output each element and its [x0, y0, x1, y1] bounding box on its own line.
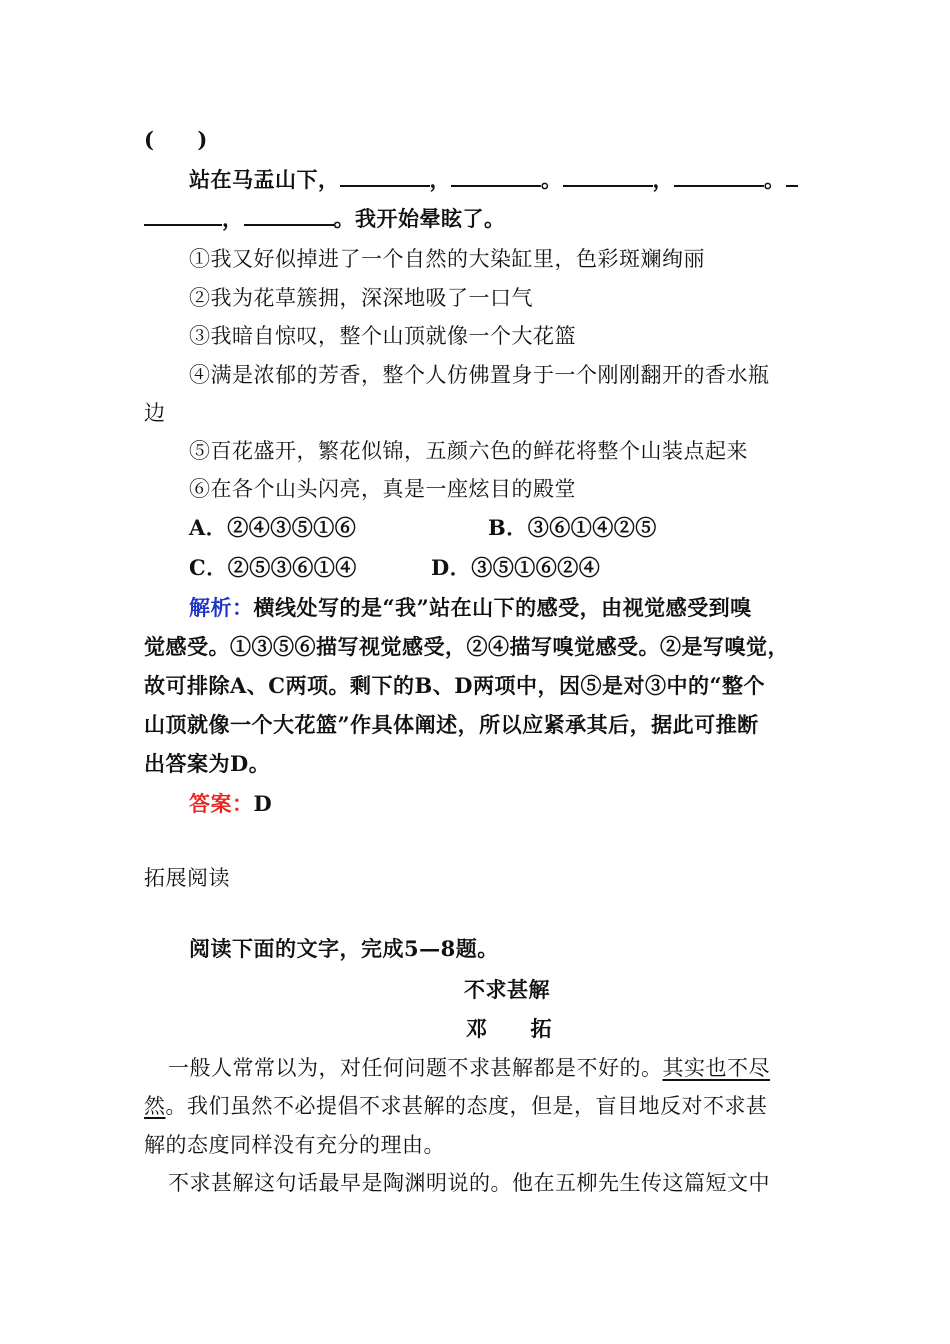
- analysis-line3: 故可排除A、C两项。剩下的B、D两项中，因⑤是对③中的“整个: [144, 673, 766, 698]
- question-stem-line1: 站在马盂山下， ， 。 ， 。: [189, 166, 798, 194]
- option-5: ⑤百花盛开，繁花似锦，五颜六色的鲜花将整个山装点起来: [189, 439, 748, 463]
- analysis-line5: 出答案为D。: [144, 751, 271, 776]
- option-6: ⑥在各个山头闪亮，真是一座炫目的殿堂: [189, 477, 576, 501]
- option-4-continued: 边: [144, 401, 166, 425]
- option-4: ④满是浓郁的芳香，整个人仿佛置身于一个刚刚翻开的香水瓶: [189, 363, 770, 387]
- choice-d: D．③⑤①⑥②④: [431, 555, 601, 580]
- paragraph1-line1: 一般人常常以为，对任何问题不求甚解都是不好的。其实也不尽: [168, 1056, 770, 1080]
- answer-line: [189, 790, 272, 818]
- article-author: 邓 拓: [466, 1016, 552, 1041]
- analysis-line1: 解析：横线处写的是“我”站在山下的感受，由视觉感受到嗅: [189, 595, 752, 620]
- paragraph1-line2: 然。我们虽然不必提倡不求甚解的态度，但是，盲目地反对不求甚: [144, 1094, 768, 1118]
- option-2: ②我为花草簇拥，深深地吸了一口气: [189, 286, 533, 310]
- choice-c: C．②⑤③⑥①④: [189, 555, 357, 580]
- underlined-phrase: 其实也不尽: [662, 1056, 770, 1080]
- stem-suffix: 。我开始晕眩了。: [333, 206, 506, 231]
- paragraph2-line1: 不求甚解这句话最早是陶渊明说的。他在五柳先生传这篇短文中: [168, 1171, 770, 1195]
- analysis-line2: 觉感受。①③⑤⑥描写视觉感受，②④描写嗅觉感受。②是写嗅觉，: [144, 634, 789, 659]
- article-title: 不求甚解: [464, 977, 550, 1002]
- paragraph1-line3: 解的态度同样没有充分的理由。: [144, 1133, 445, 1157]
- underlined-phrase-end: 然: [144, 1094, 166, 1118]
- reading-instruction: 阅读下面的文字，完成5—8题。: [189, 936, 499, 961]
- section-heading: 拓展阅读: [144, 866, 230, 890]
- fill-blank-6: [244, 206, 334, 226]
- fill-blank-1: [340, 167, 430, 187]
- option-3: ③我暗自惊叹，整个山顶就像一个大花篮: [189, 324, 576, 348]
- choice-b: B．③⑥①④②⑤: [488, 515, 657, 540]
- answer-label: 答案：: [189, 791, 254, 816]
- answer-value: D: [253, 791, 273, 816]
- fill-blank-5-end: [144, 206, 222, 226]
- answer-bracket: ( ): [144, 127, 208, 152]
- fill-blank-5-start: [786, 167, 798, 187]
- fill-blank-2: [451, 167, 541, 187]
- fill-blank-3: [563, 167, 653, 187]
- choice-a: A．②④③⑤①⑥: [189, 515, 357, 540]
- option-1: ①我又好似掉进了一个自然的大染缸里，色彩斑斓绚丽: [189, 247, 705, 271]
- analysis-line4: 山顶就像一个大花篮”作具体阐述，所以应紧承其后，据此可推断: [144, 712, 759, 737]
- stem-prefix: 站在马盂山下，: [189, 167, 340, 192]
- question-stem-line2: ， 。我开始晕眩了。: [144, 205, 506, 233]
- analysis-label: 解析：: [189, 595, 254, 620]
- fill-blank-4: [674, 167, 764, 187]
